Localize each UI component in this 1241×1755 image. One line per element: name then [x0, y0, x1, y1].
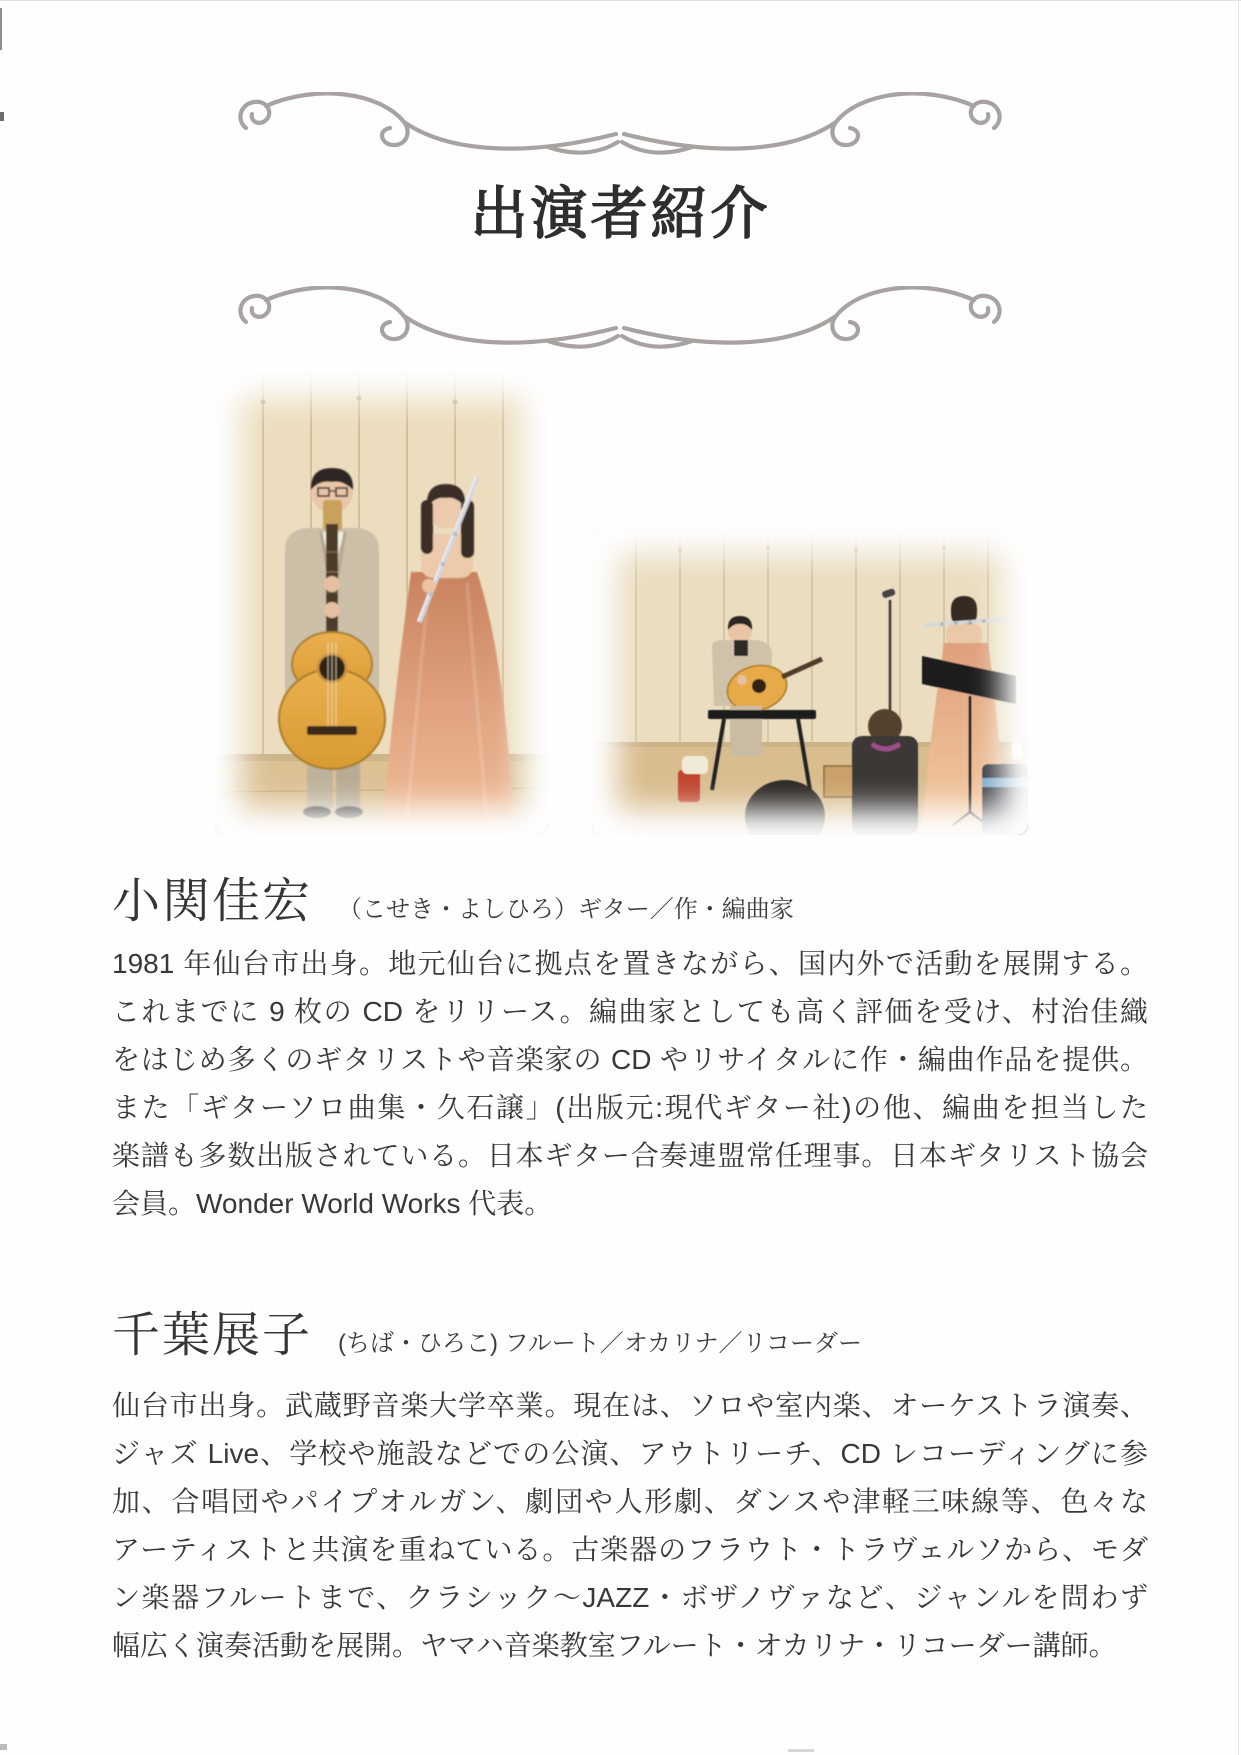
scan-artifact: [788, 1749, 814, 1752]
flourish-divider-icon: [230, 92, 1010, 162]
bio-line: ジャズ Live、学校や施設などでの公演、アウトリーチ、CD レコーディングに参: [112, 1438, 1148, 1469]
scan-artifact-right-line: [1238, 0, 1239, 1755]
bio-line: アーティストと共演を重ねている。古楽器のフラウト・トラヴェルソから、モダ: [112, 1534, 1148, 1565]
performer-name: 千葉展子: [112, 1309, 313, 1362]
bio-line: 仙台市出身。武蔵野音楽大学卒業。現在は、ソロや室内楽、オーケストラ演奏、: [112, 1390, 1148, 1421]
performer-reading-role: （こせき・よしひろ）ギター／作・編曲家: [338, 896, 794, 923]
scan-artifact: [0, 112, 4, 121]
flourish-divider-icon: [230, 286, 1010, 356]
bio-line: 1981 年仙台市出身。地元仙台に拠点を置きながら、国内外で活動を展開する。: [112, 948, 1148, 979]
scan-artifact-top-line: [0, 0, 1241, 1]
bio-line: をはじめ多くのギタリストや音楽家の CD やリサイタルに作・編曲作品を提供。: [112, 1044, 1148, 1075]
performer-name: 小関佳宏: [112, 875, 313, 928]
scan-artifact: [0, 1744, 7, 1750]
scan-artifact: [0, 8, 2, 50]
photo-concert: [592, 528, 1028, 835]
performer-reading-role: (ちば・ひろこ) フルート／オカリナ／リコーダー: [338, 1330, 863, 1357]
performer-bio-koseki: [112, 940, 1148, 1228]
performer-heading-koseki: [112, 862, 1148, 931]
bio-line: これまでに 9 枚の CD をリリース。編曲家としても高く評価を受け、村治佳織: [112, 996, 1148, 1027]
bio-line: 加、合唱団やパイプオルガン、劇団や人形劇、ダンスや津軽三味線等、色々な: [112, 1486, 1148, 1517]
bio-line: 会員。Wonder World Works 代表。: [112, 1188, 553, 1219]
photo-duo: [215, 372, 548, 834]
bio-line: 幅広く演奏活動を展開。ヤマハ音楽教室フルート・オカリナ・リコーダー講師。: [112, 1630, 1117, 1661]
performer-heading-chiba: [112, 1296, 1148, 1365]
bio-line: また「ギターソロ曲集・久石譲」(出版元:現代ギター社)の他、編曲を担当した: [112, 1092, 1148, 1123]
bio-line: 楽譜も多数出版されている。日本ギター合奏連盟常任理事。日本ギタリスト協会: [112, 1140, 1148, 1171]
performer-bio-chiba: [112, 1382, 1148, 1670]
bio-line: ン楽器フルートまで、クラシック～JAZZ・ボザノヴァなど、ジャンルを問わず: [112, 1582, 1148, 1613]
page-title: 出演者紹介: [470, 182, 771, 246]
